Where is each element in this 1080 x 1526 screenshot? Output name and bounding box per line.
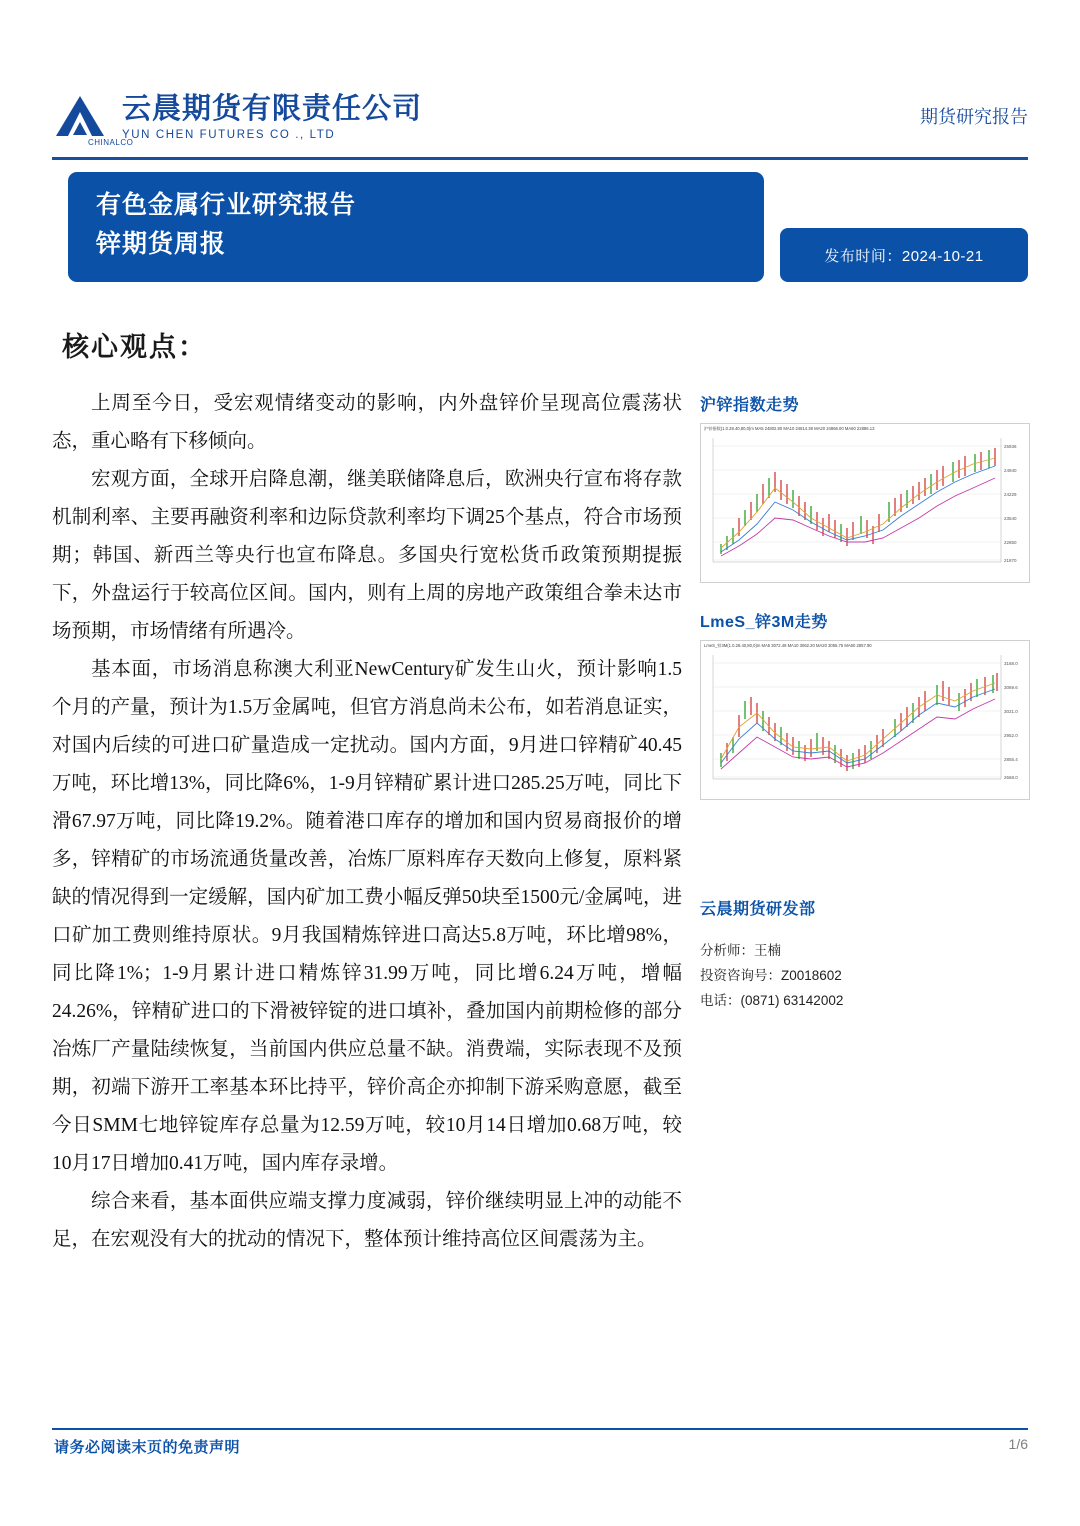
svg-text:2668.0: 2668.0 bbox=[1004, 775, 1018, 781]
core-view-body bbox=[52, 385, 682, 1259]
svg-text:3021.0: 3021.0 bbox=[1004, 709, 1018, 715]
footer-divider bbox=[52, 1428, 1028, 1430]
chinalco-logo-icon bbox=[52, 92, 108, 144]
svg-text:24229: 24229 bbox=[1004, 492, 1017, 498]
svg-text:3069.6: 3069.6 bbox=[1004, 685, 1018, 691]
brand-text bbox=[122, 94, 422, 141]
analyst-license: 投资咨询号：Z0018602 bbox=[700, 967, 842, 983]
svg-text:2855.4: 2855.4 bbox=[1004, 757, 1018, 763]
paragraph-4: 综合来看，基本面供应端支撑力度减弱，锌价继续明显上冲的动能不足，在宏观没有大的扰动的情况下，整体预计维持高位区间震荡为主。 bbox=[52, 1191, 682, 1251]
report-title-industry: 有色金属行业研究报告 bbox=[96, 191, 357, 219]
svg-text:21870: 21870 bbox=[1004, 558, 1017, 564]
footer-disclaimer: 请务必阅读末页的免责声明 bbox=[54, 1439, 241, 1456]
chart-header-text-2: LmeS_锌3M(1.0.28.40,80,0)m MA5 3072.48 MA10 3062.20 MA20 3055.75 MA60 2857.90 bbox=[704, 643, 872, 648]
paragraph-1: 上周至今日，受宏观情绪变动的影响，内外盘锌价呈现高位震荡状态，重心略有下移倾向。 bbox=[52, 393, 682, 453]
contact-block bbox=[700, 939, 1030, 1014]
svg-text:23540: 23540 bbox=[1004, 516, 1017, 522]
svg-text:24940: 24940 bbox=[1004, 468, 1017, 474]
report-type-label: 期货研究报告 bbox=[920, 106, 1028, 127]
analyst-phone: 电话：(0871) 63142002 bbox=[700, 992, 844, 1008]
brand-block bbox=[52, 92, 422, 144]
chart-lme-zinc-3m bbox=[700, 640, 1030, 800]
analyst-name: 分析师：王楠 bbox=[700, 943, 781, 958]
svg-text:2952.0: 2952.0 bbox=[1004, 733, 1018, 739]
chart-canvas-1 bbox=[701, 432, 1030, 574]
svg-text:25936: 25936 bbox=[1004, 444, 1017, 450]
chart-canvas-2 bbox=[701, 649, 1030, 791]
company-name-cn: 云晨期货有限责任公司 bbox=[122, 93, 423, 126]
right-sidebar bbox=[700, 392, 1030, 1014]
report-title-product: 锌期货周报 bbox=[96, 229, 227, 258]
paragraph-2: 宏观方面，全球开启降息潮，继美联储降息后，欧洲央行宣布将存款机制利率、主要再融资利率和边际贷款利率均下调25个基点，符合市场预期；韩国、新西兰等央行也宣布降息。多国央行宽松货币政策预期提振下，外盘运行于较高位区间。国内，则有上周的房地产政策组合拳未达市场预期，市场情绪有所遇冷。 bbox=[52, 469, 682, 643]
chart-header-text-1: 沪锌指数(1.0.28.40,80,0)m MA5 24802.80 MA10 24814.36 MA20 24866.00 MA60 22886.13 bbox=[704, 426, 875, 431]
department-label: 云晨期货研发部 bbox=[700, 901, 816, 918]
footer-page-number: 1/6 bbox=[1008, 1436, 1028, 1452]
chart-title-shfe-zinc: 沪锌指数走势 bbox=[700, 397, 800, 414]
svg-text:22850: 22850 bbox=[1004, 540, 1017, 546]
core-view-heading: 核心观点： bbox=[62, 332, 207, 362]
chart-shfe-zinc-index bbox=[700, 423, 1030, 583]
page-header bbox=[52, 78, 1028, 160]
company-name-en: YUN CHEN FUTURES CO ., LTD bbox=[122, 128, 336, 141]
paragraph-3: 基本面，市场消息称澳大利亚NewCentury矿发生山火，预计影响1.5个月的产量，预计为1.5万金属吨，但官方消息尚未公布，如若消息证实，对国内后续的可进口矿量造成一定扰动。国内方面，9月进口锌精矿40.45万吨，环比增13%，同比降6%，1-9月锌精矿累计进口285.25万吨，同比下滑67.97万吨，同比降19.2%。随着港口库存的增加和国内贸易商报价的增多，锌精矿的市场流通货量改善，冶炼厂原料库存天数向上修复，原料紧缺的情况得到一定缓解，国内矿加工费小幅反弹50块至1500元/金属吨，进口矿加工费则维持原状。9月我国精炼锌进口高达5.8万吨，环比增98%，同比降1%；1-9月累计进口精炼锌31.99万吨，同比增6.24万吨，增幅24.26%，锌精矿进口的下滑被锌锭的进口填补，叠加国内前期检修的部分冶炼厂产量陆续恢复，当前国内供应总量不缺。消费端，实际表现不及预期，初端下游开工率基本环比持平，锌价高企亦抑制下游采购意愿，截至今日SMM七地锌锭库存总量为12.59万吨，较10月14日增加0.68万吨，较10月17日增加0.41万吨，国内库存录增。 bbox=[52, 659, 682, 1175]
logo-caption: CHINALCO bbox=[88, 138, 134, 147]
report-title-bar bbox=[68, 172, 764, 282]
chart-title-lme-zinc: LmeS_锌3M走势 bbox=[700, 614, 828, 631]
svg-text:3168.0: 3168.0 bbox=[1004, 661, 1018, 667]
publish-date-box: 发布时间：2024-10-21 bbox=[780, 228, 1028, 282]
